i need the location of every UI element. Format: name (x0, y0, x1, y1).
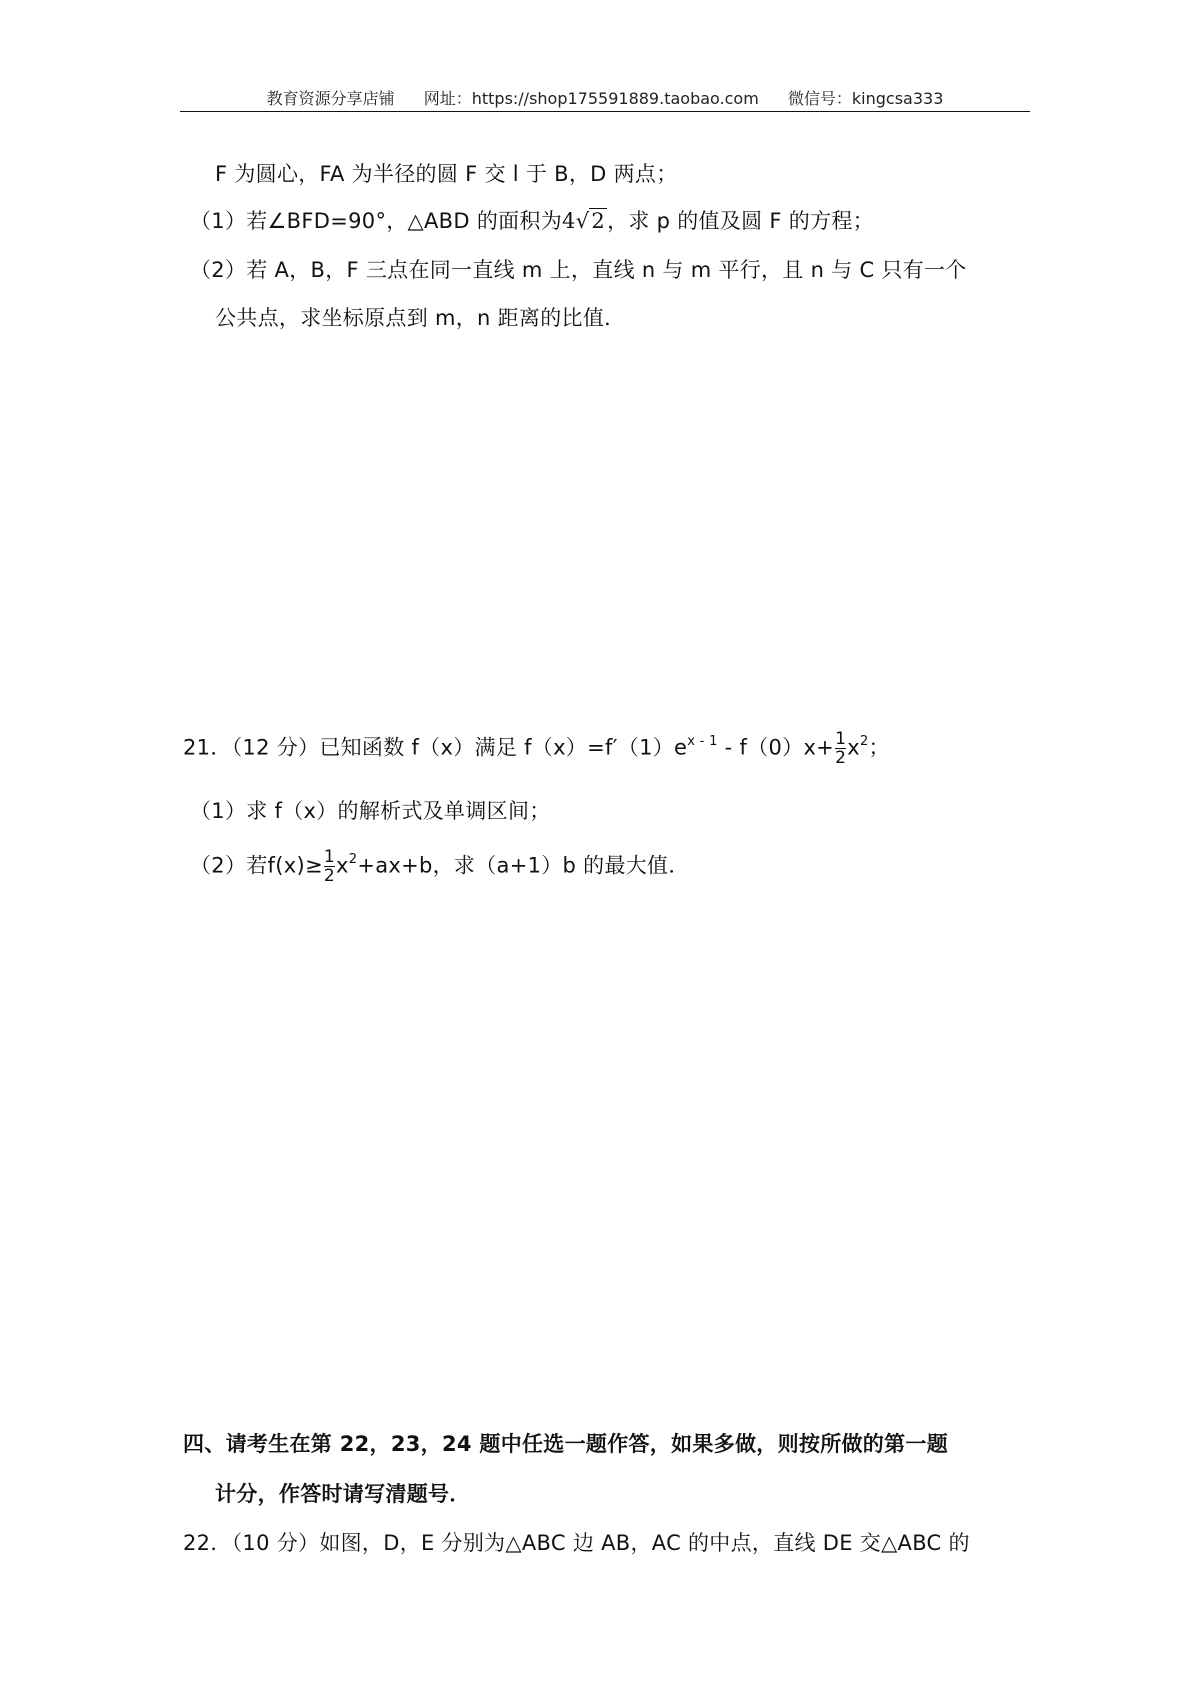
q21-fraction (835, 730, 846, 767)
q21-stem-c: x (847, 735, 860, 760)
sqrt-expression: 4√2 (562, 209, 606, 233)
section4-heading-line1: 四、请考生在第 22，23，24 题中任选一题作答，如果多做，则按所做的第一题 (183, 1432, 948, 1456)
q21-part2-b: x (336, 853, 349, 878)
q21-stem-a: 21．（12 分）已知函数 f（x）满足 f（x）=f′（1）e (183, 735, 688, 760)
q21-part2-c: +ax+b，求（a+1）b 的最大值． (357, 853, 690, 878)
header-divider (180, 111, 1030, 112)
shop-name: 教育资源分享店铺 (266, 89, 395, 108)
q21-square: 2 (859, 733, 869, 749)
q21-stem (183, 730, 890, 767)
q21-p2-frac-num: 1 (323, 847, 335, 867)
wechat-label: 微信号： (787, 89, 852, 108)
url-label: 网址： (423, 89, 472, 108)
q21-frac-den: 2 (835, 748, 847, 768)
q20-part2-line1: （2）若 A，B，F 三点在同一直线 m 上，直线 n 与 m 平行，且 n 与 C 只有一个 (190, 258, 967, 282)
sqrt-radicand: 2 (591, 209, 606, 233)
section4-heading-line2: 计分，作答时请写清题号． (215, 1482, 471, 1506)
q21-part2-square: 2 (348, 851, 358, 867)
q21-part2-a: （2）若f(x)≥ (190, 853, 323, 878)
q21-exponent: x - 1 (687, 733, 718, 749)
q20-part2-line2: 公共点，求坐标原点到 m，n 距离的比值． (215, 306, 626, 330)
q21-stem-d: ； (868, 735, 890, 760)
q21-part2-fraction (324, 848, 335, 885)
q20-part1-after: ，求 p 的值及圆 F 的方程； (607, 209, 874, 233)
url-value: https://shop175591889.taobao.com (471, 89, 759, 108)
q21-part2 (190, 848, 690, 885)
q21-stem-b: - f（0）x+ (717, 735, 835, 760)
q20-part1-before: （1）若∠BFD=90°，△ABD 的面积为 (190, 209, 563, 233)
wechat-id (788, 89, 944, 108)
shop-url (424, 89, 759, 108)
page-header (180, 86, 1030, 109)
sqrt-coef: 4 (562, 209, 576, 233)
q20-part1 (190, 205, 874, 235)
wechat-value: kingcsa333 (851, 89, 944, 108)
q21-p2-frac-den: 2 (323, 866, 335, 886)
q21-frac-num: 1 (835, 729, 847, 749)
q20-intro-line: F 为圆心，FA 为半径的圆 F 交 l 于 B，D 两点； (215, 162, 678, 186)
q22-stem: 22．（10 分）如图，D，E 分别为△ABC 边 AB，AC 的中点，直线 DE 交△ABC 的 (183, 1531, 970, 1555)
q21-part1: （1）求 f（x）的解析式及单调区间； (190, 799, 551, 823)
